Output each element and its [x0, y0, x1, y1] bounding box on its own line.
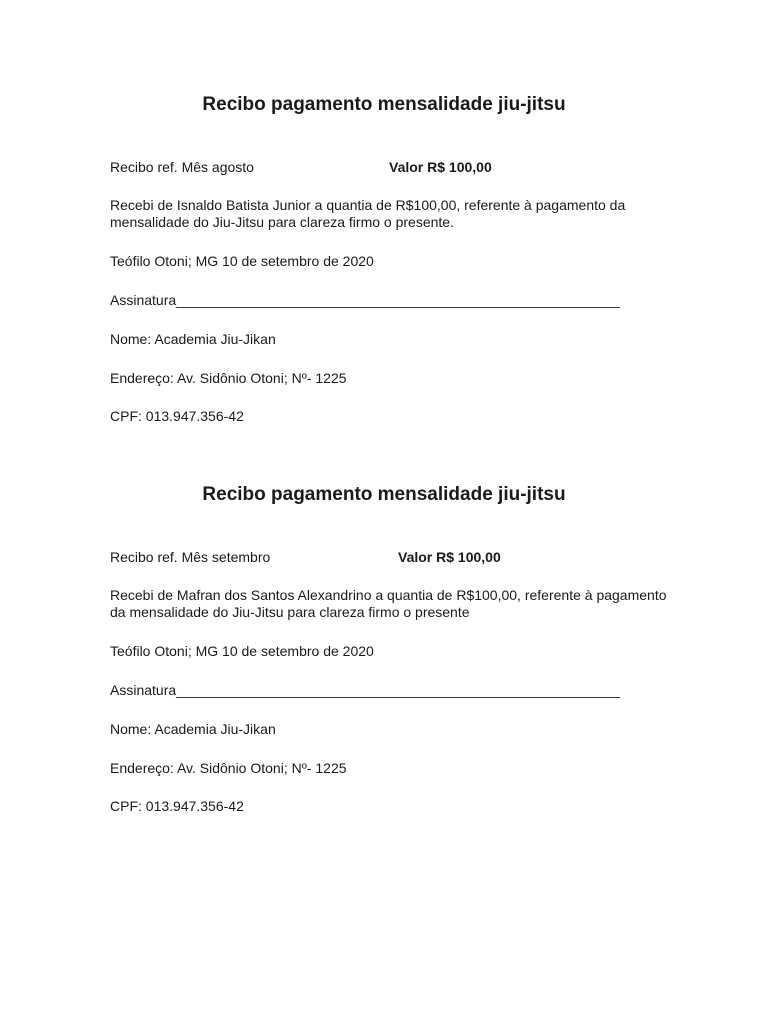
receipt-body-text: Recebi de Isnaldo Batista Junior a quantia de R$100,00, referente à pagamento da mensalidade do Jiu-Jitsu para clareza firmo o presente.	[110, 197, 626, 230]
receipt-title: Recibo pagamento mensalidade jiu-jitsu	[202, 94, 566, 115]
receipt-address: Endereço: Av. Sidônio Otoni; Nº- 1225	[110, 370, 347, 386]
receipt-value: Valor R$ 100,00	[398, 549, 501, 565]
receipt-place-date: Teófilo Otoni; MG 10 de setembro de 2020	[110, 253, 374, 269]
signature-line: Assinatura_________________________________________________________	[110, 292, 620, 308]
receipt-cpf: CPF: 013.947.356-42	[110, 798, 244, 814]
receipt-reference: Recibo ref. Mês agosto	[110, 159, 254, 175]
receipt-address: Endereço: Av. Sidônio Otoni; Nº- 1225	[110, 760, 347, 776]
receipt-place-date: Teófilo Otoni; MG 10 de setembro de 2020	[110, 643, 374, 659]
receipt-name: Nome: Academia Jiu-Jikan	[110, 331, 276, 347]
receipt-value: Valor R$ 100,00	[389, 159, 492, 175]
signature-line: Assinatura_________________________________________________________	[110, 682, 620, 698]
receipt-cpf: CPF: 013.947.356-42	[110, 408, 244, 424]
receipt-body-text: Recebi de Mafran dos Santos Alexandrino a quantia de R$100,00, referente à pagamento da mensalidade do Jiu-Jitsu para clareza firmo o presente	[110, 587, 667, 620]
receipt-name: Nome: Academia Jiu-Jikan	[110, 721, 276, 737]
receipt-reference: Recibo ref. Mês setembro	[110, 549, 271, 565]
receipt-title: Recibo pagamento mensalidade jiu-jitsu	[202, 484, 566, 505]
